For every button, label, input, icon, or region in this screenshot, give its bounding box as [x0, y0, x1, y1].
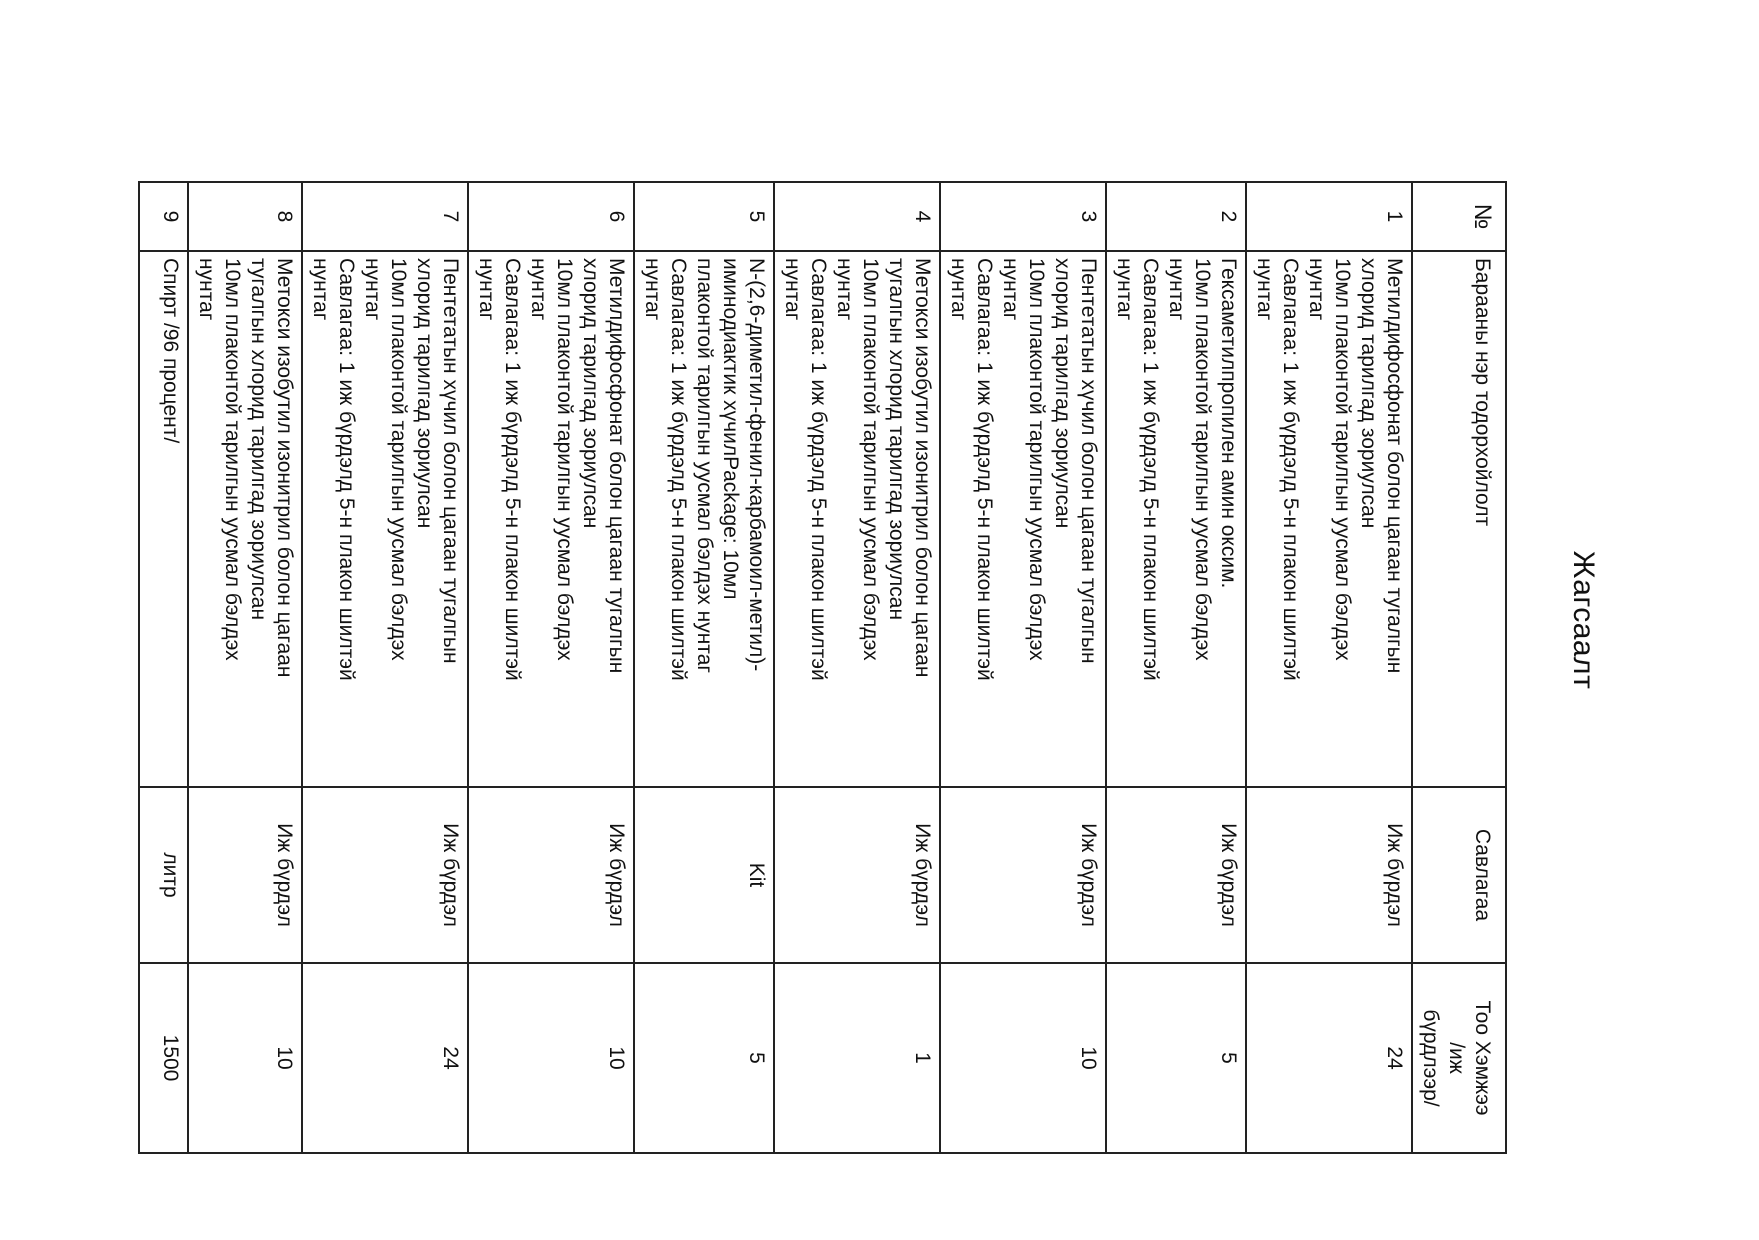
product-name-line: Гексаметилпропилен амин оксим.	[1217, 258, 1240, 589]
table-row	[139, 182, 188, 1153]
product-name-line: Савлагаа: 1 иж бүрдэлд 5-н плакон шилтэй	[501, 258, 524, 681]
product-name-line: нунтаг	[361, 258, 384, 321]
rotated-document-page	[80, 120, 1680, 1120]
cell-product-name	[302, 251, 468, 787]
table-row	[940, 182, 1106, 1153]
product-name-line: Метилдифосфонат болон цагаан тугалгын	[605, 258, 628, 674]
cell-number: 2	[1106, 182, 1246, 251]
product-name-line: 10мл плаконтой тарилгын уусмал бэлдэх	[1191, 258, 1214, 661]
table-row	[774, 182, 940, 1153]
cell-packaging: Иж бүрдэл	[940, 787, 1106, 963]
cell-packaging: Иж бүрдэл	[302, 787, 468, 963]
product-name-line: Метокси изобутил изонитрил болон цагаан	[911, 258, 934, 678]
cell-product-name	[139, 251, 188, 787]
product-name-line: нунтаг	[999, 258, 1022, 321]
cell-quantity: 10	[940, 963, 1106, 1153]
product-name-line: 10мл плаконтой тарилгын уусмал бэлдэх	[859, 258, 882, 661]
cell-product-name	[940, 251, 1106, 787]
cell-number: 9	[139, 182, 188, 251]
product-name-line: 10мл плаконтой тарилгын уусмал бэлдэх	[221, 258, 244, 661]
cell-quantity: 10	[188, 963, 302, 1153]
product-name-line: иминодиактик хүчилPackage: 10мл	[719, 258, 742, 600]
cell-packaging: литр	[139, 787, 188, 963]
product-name-line: нунтаг	[1305, 258, 1328, 321]
product-name-line: Метокси изобутил изонитрил болон цагаан	[273, 258, 296, 678]
product-name-line: тугалгын хлорид тарилгад зориулсан	[885, 258, 908, 621]
table-row	[468, 182, 634, 1153]
product-name-line: Савлагаа: 1 иж бүрдэлд 5-н плакон шилтэй	[335, 258, 358, 681]
product-name-line: 10мл плаконтой тарилгын уусмал бэлдэх	[553, 258, 576, 661]
product-name-line: 10мл плаконтой тарилгын уусмал бэлдэх	[1025, 258, 1048, 661]
table-row	[1106, 182, 1246, 1153]
cell-packaging: Иж бүрдэл	[1246, 787, 1412, 963]
product-name-line: 10мл плаконтой тарилгын уусмал бэлдэх	[1331, 258, 1354, 661]
document-title: Жагсаалт	[1567, 550, 1600, 690]
table-row	[188, 182, 302, 1153]
table-row	[1246, 182, 1412, 1153]
product-name-line: нунтаг	[781, 258, 804, 321]
product-name-line: нунтаг	[475, 258, 498, 321]
cell-number: 1	[1246, 182, 1412, 251]
product-name-line: Савлагаа: 1 иж бүрдэлд 5-н плакон шилтэй	[807, 258, 830, 681]
header-product-name: Барааны нэр тодорхойлолт	[1412, 251, 1506, 787]
cell-quantity: 5	[1106, 963, 1246, 1153]
product-name-line: нунтаг	[195, 258, 218, 321]
cell-quantity: 24	[302, 963, 468, 1153]
product-name-line: хлорид тарилгад зориулсан	[413, 258, 436, 529]
cell-product-name	[188, 251, 302, 787]
cell-packaging: Иж бүрдэл	[1106, 787, 1246, 963]
cell-quantity: 24	[1246, 963, 1412, 1153]
header-number: №	[1412, 182, 1506, 251]
product-name-line: нунтаг	[1253, 258, 1276, 321]
product-name-line: нунтаг	[641, 258, 664, 321]
product-name-line: Пентетатын хүчил болон цагаан тугалгын	[1077, 258, 1100, 664]
cell-packaging: Иж бүрдэл	[468, 787, 634, 963]
product-name-line: нунтаг	[833, 258, 856, 321]
cell-number: 7	[302, 182, 468, 251]
table-header-row	[1412, 182, 1506, 1153]
product-name-line: N-(2,6-диметил-фенил-карбамоил-метил)-	[745, 258, 768, 672]
product-name-line: Метилдифосфонат болон цагаан тугалгын	[1383, 258, 1406, 674]
cell-product-name	[774, 251, 940, 787]
header-quantity-line: /иж	[1445, 1042, 1468, 1074]
product-name-line: Пентетатын хүчил болон цагаан тугалгын	[439, 258, 462, 664]
product-name-line: Савлагаа: 1 иж бүрдэлд 5-н плакон шилтэй	[973, 258, 996, 681]
product-name-line: нунтаг	[1113, 258, 1136, 321]
cell-quantity: 5	[634, 963, 774, 1153]
table-row	[634, 182, 774, 1153]
cell-quantity: 10	[468, 963, 634, 1153]
header-quantity-line: Тоо Хэмжээ	[1471, 1000, 1494, 1116]
product-name-line: Савлагаа: 1 иж бүрдэлд 5-н плакон шилтэй	[1279, 258, 1302, 681]
cell-number: 4	[774, 182, 940, 251]
product-name-line: хлорид тарилгад зориулсан	[579, 258, 602, 529]
header-packaging: Савлагаа	[1412, 787, 1506, 963]
header-quantity-line: бүрдлээр/	[1419, 1009, 1442, 1107]
cell-packaging: Иж бүрдэл	[774, 787, 940, 963]
table-row	[302, 182, 468, 1153]
header-quantity	[1412, 963, 1506, 1153]
items-table	[138, 181, 1507, 1154]
cell-number: 5	[634, 182, 774, 251]
cell-product-name	[468, 251, 634, 787]
cell-product-name	[634, 251, 774, 787]
product-name-line: Савлагаа: 1 иж бүрдэлд 5-н плакон шилтэй	[1139, 258, 1162, 681]
cell-packaging: Kit	[634, 787, 774, 963]
cell-number: 8	[188, 182, 302, 251]
product-name-line: тугалгын хлорид тарилгад зориулсан	[247, 258, 270, 621]
product-name-line: плаконтой тарилгын уусмал бэлдэх нунтаг	[693, 258, 716, 674]
product-name-line: нунтаг	[947, 258, 970, 321]
product-name-line: Савлагаа: 1 иж бүрдэлд 5-н плакон шилтэй	[667, 258, 690, 681]
product-name-line: нунтаг	[1165, 258, 1188, 321]
product-name-line: 10мл плаконтой тарилгын уусмал бэлдэх	[387, 258, 410, 661]
cell-quantity: 1500	[139, 963, 188, 1153]
cell-quantity: 1	[774, 963, 940, 1153]
cell-product-name	[1246, 251, 1412, 787]
cell-number: 3	[940, 182, 1106, 251]
cell-product-name	[1106, 251, 1246, 787]
table-body	[139, 182, 1412, 1153]
product-name-line: Спирт /96 процент/	[159, 258, 182, 444]
cell-packaging: Иж бүрдэл	[188, 787, 302, 963]
product-name-line: нунтаг	[309, 258, 332, 321]
product-name-line: хлорид тарилгад зориулсан	[1357, 258, 1380, 529]
cell-number: 6	[468, 182, 634, 251]
product-name-line: нунтаг	[527, 258, 550, 321]
product-name-line: хлорид тарилгад зориулсан	[1051, 258, 1074, 529]
